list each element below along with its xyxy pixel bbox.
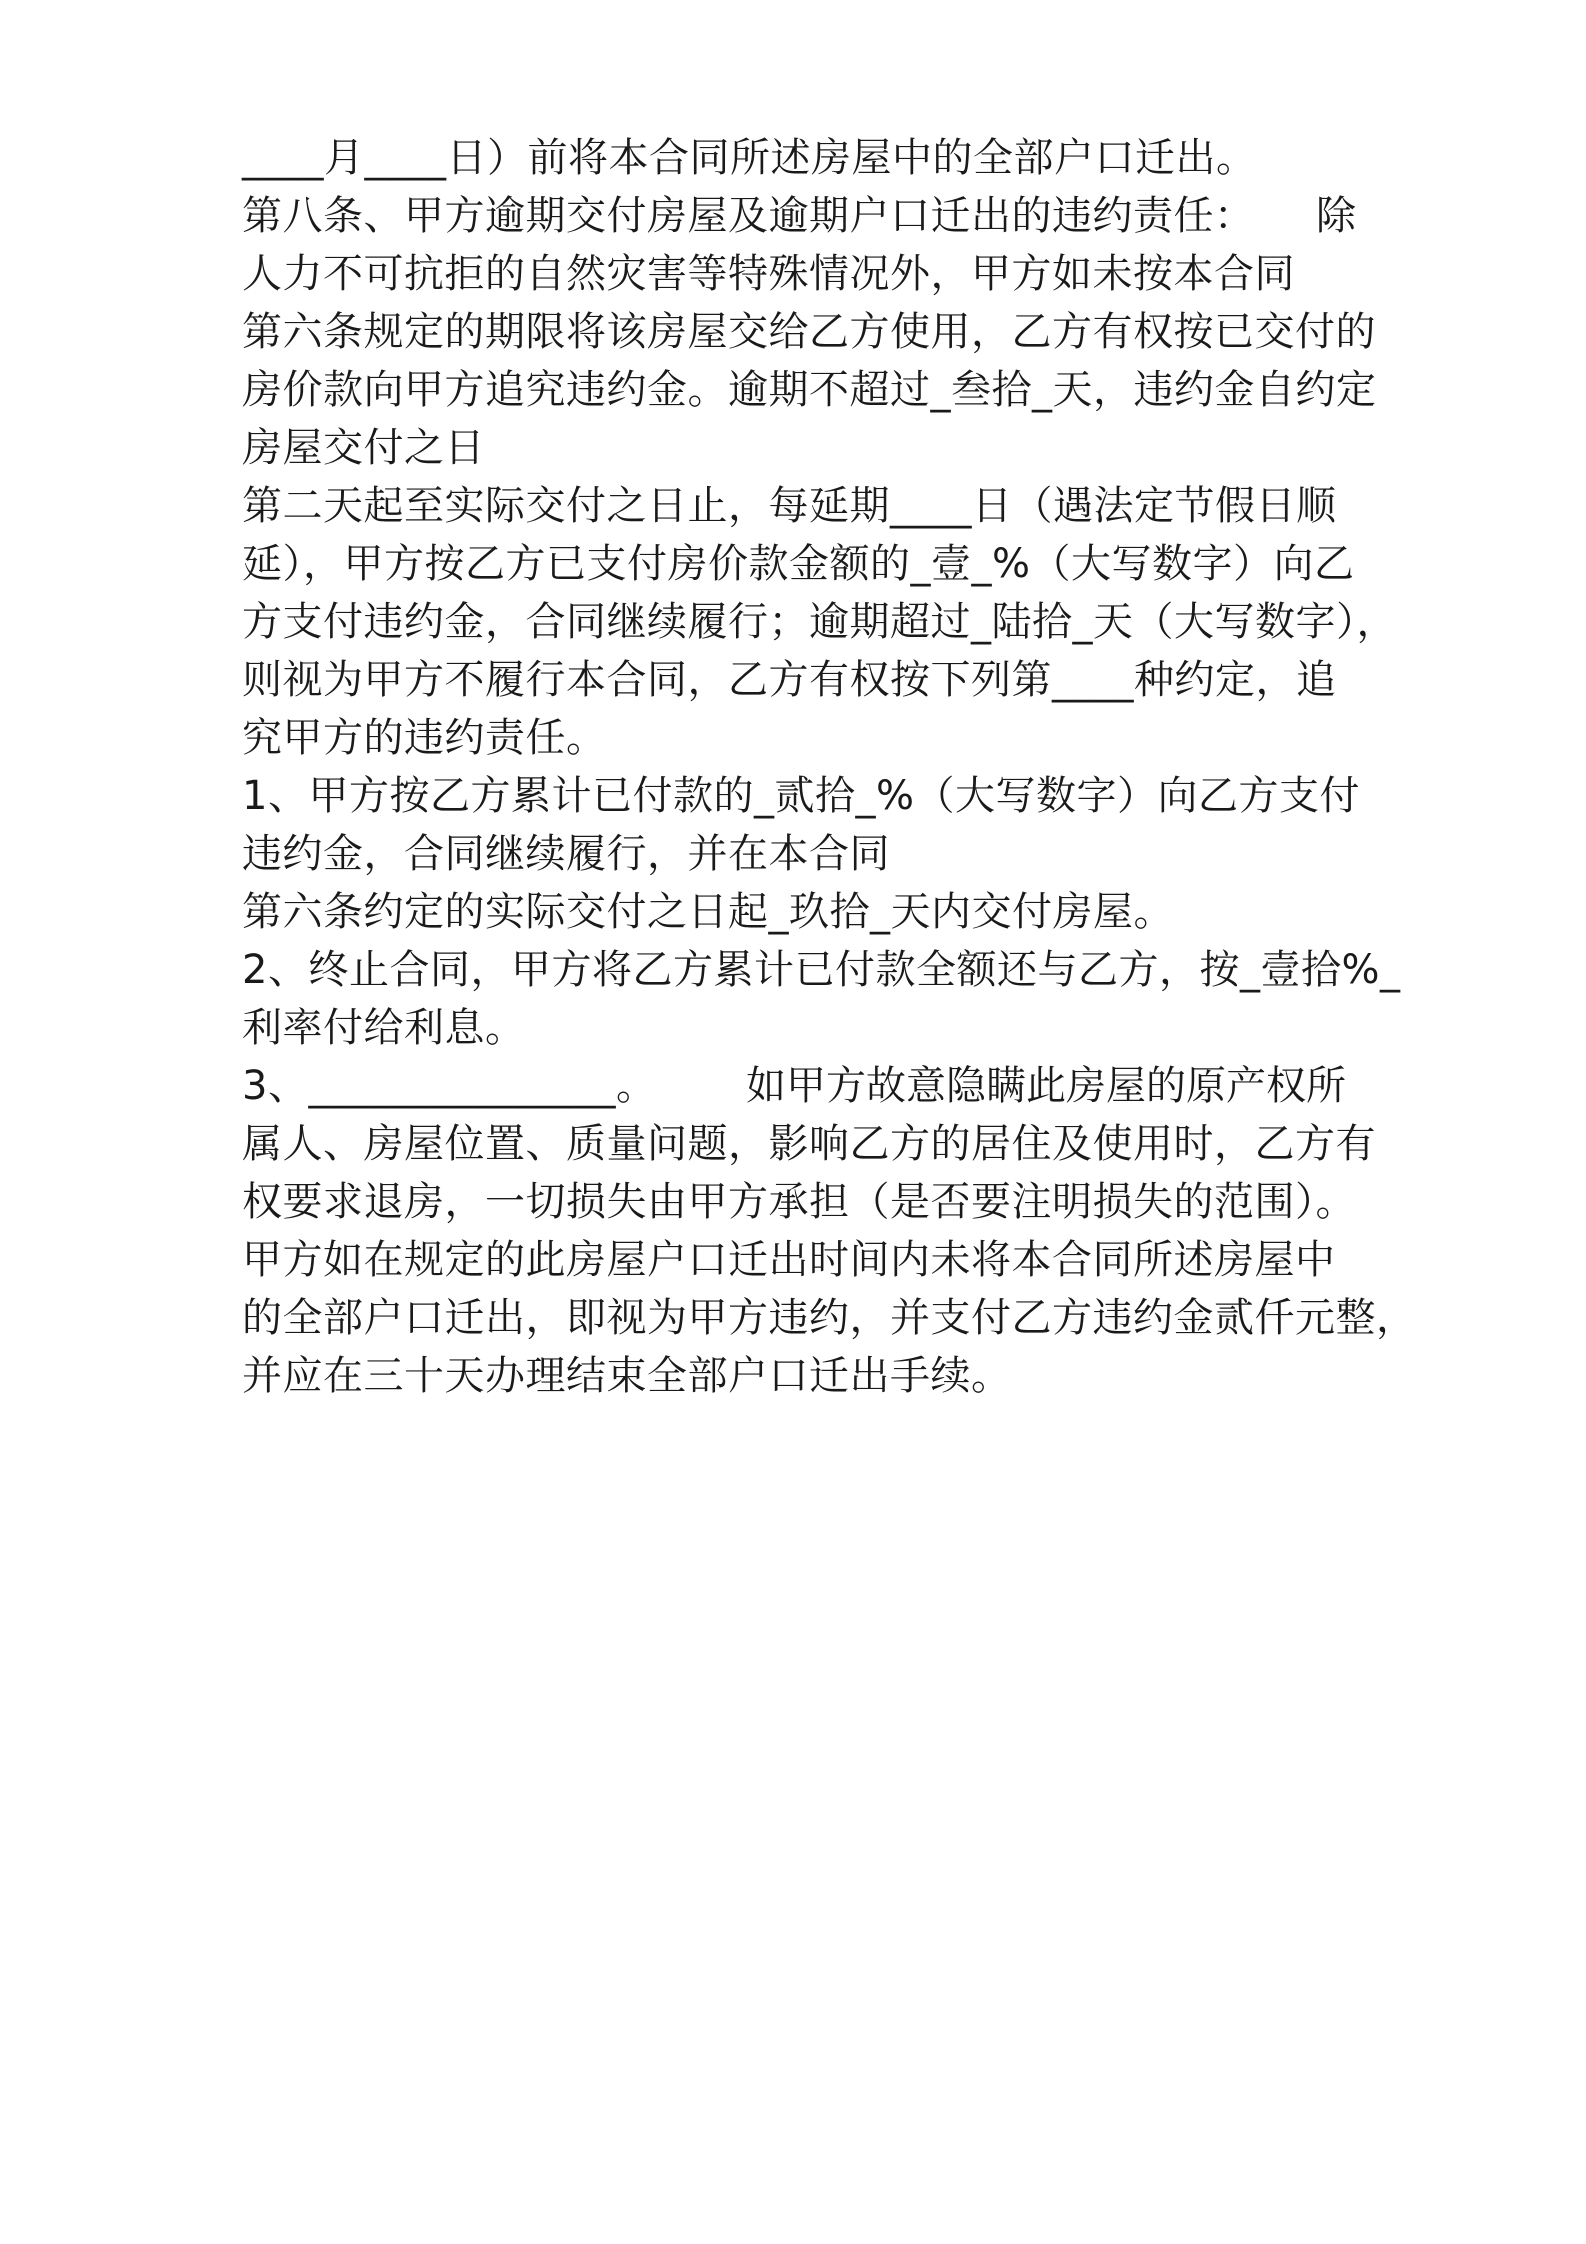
text-line-7: 第二天起至实际交付之日止，每延期____日（遇法定节假日顺 — [242, 483, 1337, 529]
text-line-12: 1、甲方按乙方累计已付款的_贰拾_%（大写数字）向乙方支付 — [242, 773, 1360, 819]
text-line-14: 第六条约定的实际交付之日起_玖拾_天内交付房屋。 — [242, 889, 1174, 935]
text-line-5: 房价款向甲方追究违约金。逾期不超过_叁拾_天，违约金自约定 — [242, 367, 1377, 413]
text-line-15: 2、终止合同，甲方将乙方累计已付款全额还与乙方，按_壹拾%_ — [242, 947, 1401, 993]
text-line-21: 的全部户口迁出，即视为甲方违约，并支付乙方违约金贰仟元整， — [242, 1295, 1417, 1341]
text-line-22: 并应在三十天办理结束全部户口迁出手续。 — [242, 1353, 1012, 1399]
text-line-13: 违约金，合同继续履行，并在本合同 — [242, 831, 890, 877]
text-line-17: 3、_______________。 — [242, 1063, 657, 1109]
text-line-19: 权要求退房，一切损失由甲方承担（是否要注明损失的范围）。 — [242, 1179, 1356, 1225]
text-line-17-tail: 如甲方故意隐瞒此房屋的原产权所 — [746, 1063, 1346, 1109]
text-line-18: 属人、房屋位置、质量问题，影响乙方的居住及使用时，乙方有 — [242, 1121, 1376, 1167]
text-line-3: 人力不可抗拒的自然灾害等特殊情况外，甲方如未按本合同 — [242, 251, 1295, 297]
text-line-10: 则视为甲方不履行本合同，乙方有权按下列第____种约定，追 — [242, 657, 1337, 703]
text-line-1: ____月____日）前将本合同所述房屋中的全部户口迁出。 — [242, 135, 1257, 181]
text-line-20: 甲方如在规定的此房屋户口迁出时间内未将本合同所述房屋中 — [242, 1237, 1336, 1283]
text-line-2-tail: 除 — [1316, 193, 1356, 239]
text-line-6: 房屋交付之日 — [242, 425, 485, 471]
text-line-11: 究甲方的违约责任。 — [242, 715, 607, 761]
text-line-16: 利率付给利息。 — [242, 1005, 526, 1051]
text-line-9: 方支付违约金，合同继续履行；逾期超过_陆拾_天（大写数字）， — [242, 599, 1397, 645]
text-line-4: 第六条规定的期限将该房屋交给乙方使用，乙方有权按已交付的 — [242, 309, 1376, 355]
text-line-8: 延），甲方按乙方已支付房价款金额的_壹_%（大写数字）向乙 — [242, 541, 1355, 587]
text-line-2: 第八条、甲方逾期交付房屋及逾期户口迁出的违约责任： — [242, 193, 1255, 239]
